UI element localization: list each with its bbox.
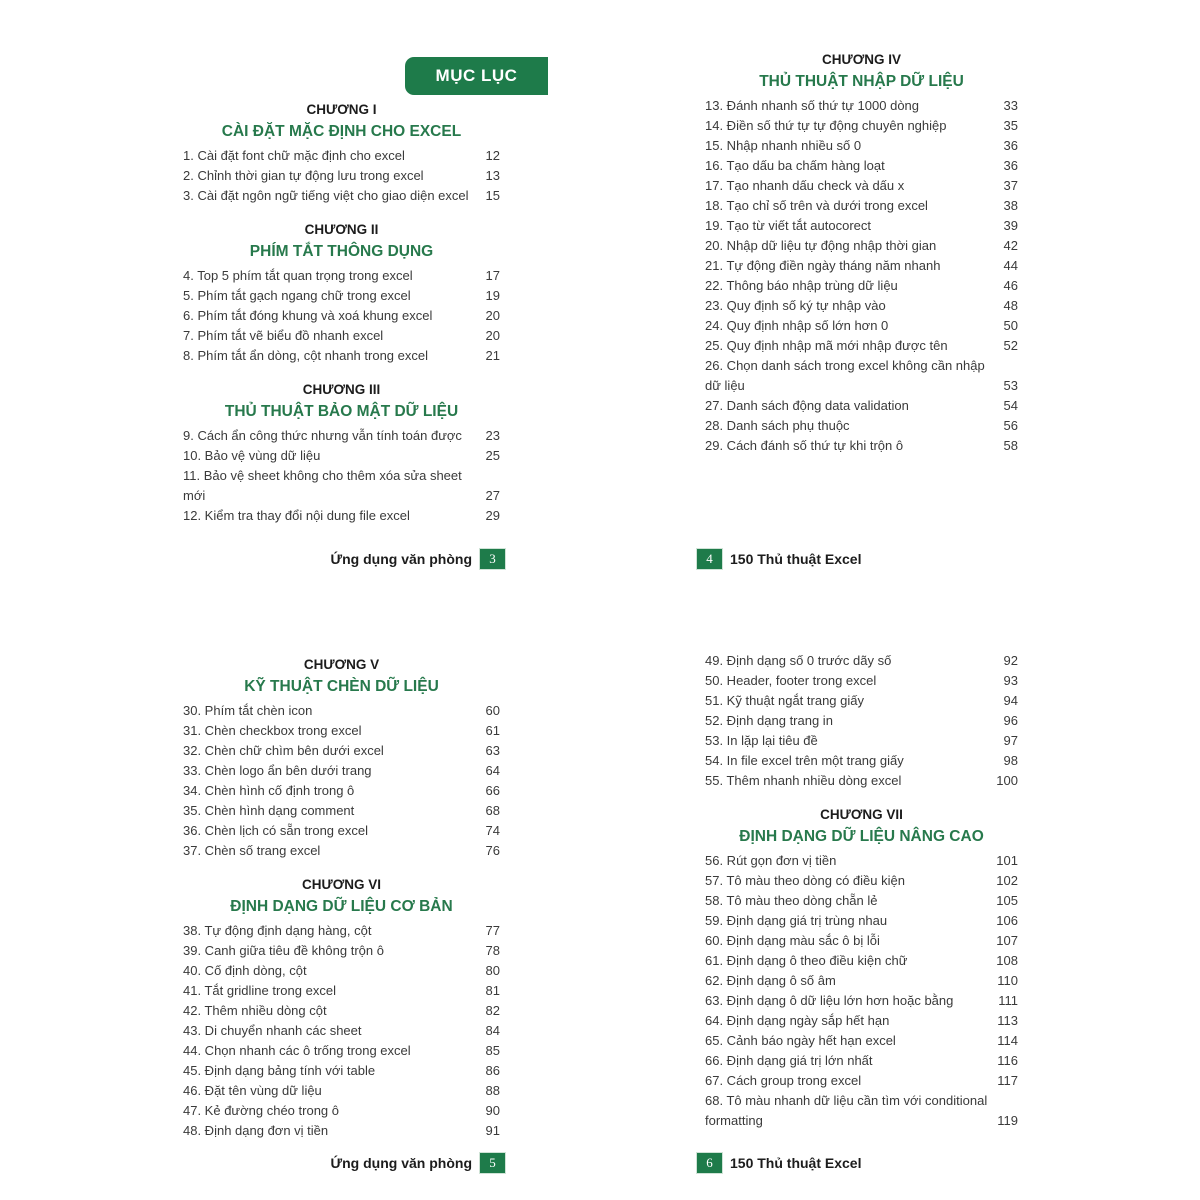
toc-entry-page-number: 119 bbox=[997, 1113, 1018, 1128]
chapter-title-heading: CÀI ĐẶT MẶC ĐỊNH CHO EXCEL bbox=[221, 123, 462, 140]
toc-entry bbox=[705, 931, 1018, 951]
toc-entry-page-number: 60 bbox=[485, 703, 500, 718]
toc-entry-label: 57. Tô màu theo dòng có điều kiện bbox=[705, 873, 905, 888]
toc-entry bbox=[705, 1011, 1018, 1031]
page-footer-right-top bbox=[697, 549, 861, 569]
toc-entry-label: 56. Rút gọn đơn vị tiền bbox=[705, 853, 837, 868]
chapter-title-heading: PHÍM TẮT THÔNG DỤNG bbox=[249, 243, 434, 260]
toc-entry bbox=[705, 256, 1018, 276]
toc-entry-page-number: 48 bbox=[1003, 298, 1018, 313]
toc-entry-page-number: 77 bbox=[485, 923, 500, 938]
toc-entry-page-number: 19 bbox=[485, 288, 500, 303]
toc-entry-label: 19. Tạo từ viết tắt autocorect bbox=[705, 218, 871, 233]
toc-entry-page-number: 36 bbox=[1003, 158, 1018, 173]
toc-entry bbox=[705, 296, 1018, 316]
toc-entry-page-number: 106 bbox=[996, 913, 1018, 928]
toc-entry-label: 66. Định dạng giá trị lớn nhất bbox=[705, 1053, 873, 1068]
toc-entry bbox=[183, 186, 500, 206]
toc-entry bbox=[183, 761, 500, 781]
toc-entry-label: 9. Cách ẩn công thức nhưng vẫn tính toán được bbox=[183, 428, 462, 443]
toc-entry-label: 21. Tự động điền ngày tháng năm nhanh bbox=[705, 258, 941, 273]
toc-section bbox=[705, 651, 1018, 791]
toc-entry-page-number: 74 bbox=[485, 823, 500, 838]
toc-entry bbox=[705, 1091, 1018, 1131]
toc-entry bbox=[705, 671, 1018, 691]
toc-entry bbox=[705, 396, 1018, 416]
toc-entry-label: 31. Chèn checkbox trong excel bbox=[183, 723, 362, 738]
toc-entry-page-number: 86 bbox=[485, 1063, 500, 1078]
toc-entry-label: 23. Quy định số ký tự nhập vào bbox=[705, 298, 886, 313]
toc-entry-page-number: 42 bbox=[1003, 238, 1018, 253]
toc-entry-page-number: 100 bbox=[996, 773, 1018, 788]
toc-entry-label: 68. Tô màu nhanh dữ liệu cần tìm với conditional formatting bbox=[705, 1093, 988, 1128]
toc-entry-page-number: 92 bbox=[1003, 653, 1018, 668]
toc-entry bbox=[705, 691, 1018, 711]
toc-entry bbox=[183, 741, 500, 761]
toc-entry-label: 11. Bảo vệ sheet không cho thêm xóa sửa sheet mới bbox=[183, 468, 462, 503]
toc-title-banner bbox=[405, 57, 548, 95]
toc-section bbox=[183, 100, 500, 206]
toc-entry-label: 65. Cảnh báo ngày hết hạn excel bbox=[705, 1033, 896, 1048]
toc-entry bbox=[183, 1041, 500, 1061]
toc-entry-label: 55. Thêm nhanh nhiều dòng excel bbox=[705, 773, 902, 788]
toc-section bbox=[705, 805, 1018, 1131]
toc-entry-label: 3. Cài đặt ngôn ngữ tiếng việt cho giao diện excel bbox=[183, 188, 469, 203]
toc-entry-label: 46. Đặt tên vùng dữ liệu bbox=[183, 1083, 322, 1098]
toc-entry bbox=[183, 326, 500, 346]
toc-entry-page-number: 93 bbox=[1003, 673, 1018, 688]
toc-entry-page-number: 82 bbox=[485, 1003, 500, 1018]
chapter-number-heading: CHƯƠNG IV bbox=[822, 52, 901, 67]
toc-entry-page-number: 58 bbox=[1003, 438, 1018, 453]
toc-entry-page-number: 94 bbox=[1003, 693, 1018, 708]
toc-entry-label: 39. Canh giữa tiêu đề không trộn ô bbox=[183, 943, 384, 958]
toc-entry bbox=[183, 721, 500, 741]
toc-entry-label: 50. Header, footer trong excel bbox=[705, 673, 877, 688]
toc-entry-label: 24. Quy định nhập số lớn hơn 0 bbox=[705, 318, 889, 333]
toc-entry-page-number: 96 bbox=[1003, 713, 1018, 728]
toc-entry-page-number: 78 bbox=[485, 943, 500, 958]
toc-entry bbox=[183, 306, 500, 326]
toc-entry-page-number: 46 bbox=[1003, 278, 1018, 293]
toc-entry bbox=[183, 266, 500, 286]
chapter-title-heading: THỦ THUẬT BẢO MẬT DỮ LIỆU bbox=[224, 403, 459, 420]
toc-entry-label: 18. Tạo chỉ số trên và dưới trong excel bbox=[705, 198, 928, 213]
toc-entry-page-number: 39 bbox=[1003, 218, 1018, 233]
toc-page-6 bbox=[705, 651, 1018, 1131]
toc-entry-label: 2. Chỉnh thời gian tự động lưu trong excel bbox=[183, 168, 424, 183]
toc-entry-label: 41. Tắt gridline trong excel bbox=[183, 983, 336, 998]
toc-entry-page-number: 20 bbox=[485, 308, 500, 323]
toc-entry bbox=[705, 1051, 1018, 1071]
page-number-badge: 3 bbox=[480, 549, 505, 569]
toc-section bbox=[183, 380, 500, 526]
page-footer-left-bottom bbox=[183, 1153, 505, 1173]
toc-entry-page-number: 84 bbox=[485, 1023, 500, 1038]
toc-entry-page-number: 108 bbox=[996, 953, 1018, 968]
toc-entry-label: 42. Thêm nhiều dòng cột bbox=[183, 1003, 327, 1018]
toc-entry-page-number: 88 bbox=[485, 1083, 500, 1098]
toc-entry-label: 32. Chèn chữ chìm bên dưới excel bbox=[183, 743, 384, 758]
toc-entry-label: 62. Định dạng ô số âm bbox=[705, 973, 836, 988]
toc-entry-page-number: 37 bbox=[1003, 178, 1018, 193]
toc-entry-label: 52. Định dạng trang in bbox=[705, 713, 833, 728]
toc-entry bbox=[183, 1061, 500, 1081]
toc-entry-label: 54. In file excel trên một trang giấy bbox=[705, 753, 904, 768]
toc-entry bbox=[183, 1021, 500, 1041]
toc-entry-label: 49. Định dạng số 0 trước dãy số bbox=[705, 653, 892, 668]
toc-entry-page-number: 97 bbox=[1003, 733, 1018, 748]
toc-entry-label: 8. Phím tắt ẩn dòng, cột nhanh trong excel bbox=[183, 348, 428, 363]
toc-entry bbox=[705, 356, 1018, 396]
toc-entry-label: 7. Phím tắt vẽ biểu đồ nhanh excel bbox=[183, 328, 384, 343]
toc-entry-page-number: 56 bbox=[1003, 418, 1018, 433]
toc-entry-page-number: 91 bbox=[485, 1123, 500, 1138]
toc-entry bbox=[705, 196, 1018, 216]
toc-entry bbox=[705, 236, 1018, 256]
toc-entry-page-number: 81 bbox=[485, 983, 500, 998]
toc-entry bbox=[183, 801, 500, 821]
toc-entry-page-number: 44 bbox=[1003, 258, 1018, 273]
toc-page-4 bbox=[705, 50, 1018, 456]
chapter-number-heading: CHƯƠNG III bbox=[302, 382, 381, 397]
toc-entry bbox=[705, 96, 1018, 116]
chapter-number-heading: CHƯƠNG I bbox=[306, 102, 377, 117]
toc-entry bbox=[705, 751, 1018, 771]
toc-entry-label: 43. Di chuyển nhanh các sheet bbox=[183, 1023, 362, 1038]
toc-entry-label: 10. Bảo vệ vùng dữ liệu bbox=[183, 448, 321, 463]
toc-entry-page-number: 66 bbox=[485, 783, 500, 798]
toc-entry-page-number: 80 bbox=[485, 963, 500, 978]
toc-page-5 bbox=[183, 655, 500, 1141]
toc-entry bbox=[705, 1031, 1018, 1051]
toc-entry-label: 38. Tự động định dạng hàng, cột bbox=[183, 923, 372, 938]
toc-entry-page-number: 117 bbox=[997, 1073, 1018, 1088]
toc-entry-label: 36. Chèn lịch có sẵn trong excel bbox=[183, 823, 368, 838]
toc-entry bbox=[183, 286, 500, 306]
toc-entry-label: 17. Tạo nhanh dấu check và dấu x bbox=[705, 178, 905, 193]
toc-entry bbox=[705, 951, 1018, 971]
toc-entry-page-number: 76 bbox=[485, 843, 500, 858]
chapter-number-heading: CHƯƠNG VI bbox=[302, 877, 381, 892]
page-number-badge: 4 bbox=[697, 549, 722, 569]
toc-entry-page-number: 114 bbox=[997, 1033, 1018, 1048]
toc-entry-page-number: 27 bbox=[485, 488, 500, 503]
toc-entry-label: 59. Định dạng giá trị trùng nhau bbox=[705, 913, 888, 928]
toc-entry-page-number: 113 bbox=[997, 1013, 1018, 1028]
toc-entry bbox=[183, 1101, 500, 1121]
footer-book-title: 150 Thủ thuật Excel bbox=[730, 1155, 862, 1171]
toc-entry bbox=[705, 216, 1018, 236]
toc-entry bbox=[183, 1001, 500, 1021]
toc-entry-label: 48. Định dạng đơn vị tiền bbox=[183, 1123, 329, 1138]
chapter-title-heading: ĐỊNH DẠNG DỮ LIỆU CƠ BẢN bbox=[230, 898, 453, 915]
toc-entry bbox=[705, 891, 1018, 911]
toc-entry-label: 6. Phím tắt đóng khung và xoá khung excel bbox=[183, 308, 433, 323]
toc-entry-page-number: 21 bbox=[485, 348, 500, 363]
toc-entry-page-number: 105 bbox=[996, 893, 1018, 908]
toc-entry bbox=[183, 1081, 500, 1101]
toc-entry bbox=[183, 446, 500, 466]
toc-entry-page-number: 29 bbox=[485, 508, 500, 523]
toc-entry-page-number: 116 bbox=[997, 1053, 1018, 1068]
toc-entry-page-number: 85 bbox=[485, 1043, 500, 1058]
page-number-badge: 5 bbox=[480, 1153, 505, 1173]
toc-entry bbox=[705, 436, 1018, 456]
toc-entry bbox=[705, 771, 1018, 791]
toc-entry-page-number: 20 bbox=[485, 328, 500, 343]
toc-entry-label: 53. In lặp lại tiêu đề bbox=[705, 733, 818, 748]
toc-entry-label: 15. Nhập nhanh nhiều số 0 bbox=[705, 138, 862, 153]
toc-entry-page-number: 102 bbox=[996, 873, 1018, 888]
toc-entry-label: 40. Cố định dòng, cột bbox=[183, 963, 307, 978]
toc-entry-label: 28. Danh sách phụ thuộc bbox=[705, 418, 850, 433]
toc-entry-page-number: 15 bbox=[485, 188, 500, 203]
chapter-title-heading: KỸ THUẬT CHÈN DỮ LIỆU bbox=[244, 678, 439, 695]
chapter-number-heading: CHƯƠNG V bbox=[303, 657, 380, 672]
toc-entry-label: 34. Chèn hình cố định trong ô bbox=[183, 783, 355, 798]
toc-entry-label: 16. Tạo dấu ba chấm hàng loạt bbox=[705, 158, 885, 173]
toc-entry-page-number: 110 bbox=[997, 973, 1018, 988]
page-footer-right-bottom bbox=[697, 1153, 861, 1173]
toc-entry bbox=[705, 731, 1018, 751]
toc-entry bbox=[183, 146, 500, 166]
toc-entry-page-number: 12 bbox=[485, 148, 500, 163]
page-footer-left-top bbox=[183, 549, 505, 569]
toc-entry-label: 13. Đánh nhanh số thứ tự 1000 dòng bbox=[705, 98, 920, 113]
toc-entry-label: 4. Top 5 phím tắt quan trọng trong excel bbox=[183, 268, 413, 283]
toc-entry bbox=[183, 346, 500, 366]
toc-section bbox=[183, 875, 500, 1141]
toc-entry-page-number: 64 bbox=[485, 763, 500, 778]
toc-title-text: MỤC LỤC bbox=[435, 66, 518, 85]
footer-series-title: Ứng dụng văn phòng bbox=[330, 551, 472, 567]
toc-entry-label: 33. Chèn logo ẩn bên dưới trang bbox=[183, 763, 372, 778]
toc-entry bbox=[183, 506, 500, 526]
toc-entry-label: 63. Định dạng ô dữ liệu lớn hơn hoặc bằng bbox=[705, 993, 954, 1008]
toc-entry-page-number: 23 bbox=[485, 428, 500, 443]
toc-entry-label: 30. Phím tắt chèn icon bbox=[183, 703, 313, 718]
toc-entry bbox=[705, 991, 1018, 1011]
toc-entry bbox=[183, 1121, 500, 1141]
toc-entry-label: 1. Cài đặt font chữ mặc định cho excel bbox=[183, 148, 405, 163]
toc-entry-page-number: 52 bbox=[1003, 338, 1018, 353]
toc-entry-page-number: 61 bbox=[485, 723, 500, 738]
toc-entry bbox=[183, 961, 500, 981]
toc-entry-page-number: 33 bbox=[1003, 98, 1018, 113]
toc-entry-page-number: 68 bbox=[485, 803, 500, 818]
toc-entry-label: 67. Cách group trong excel bbox=[705, 1073, 862, 1088]
toc-entry-label: 26. Chọn danh sách trong excel không cần nhập dữ liệu bbox=[705, 358, 985, 393]
toc-entry-label: 60. Định dạng màu sắc ô bị lỗi bbox=[705, 933, 880, 948]
toc-entry bbox=[183, 701, 500, 721]
toc-entry-page-number: 98 bbox=[1003, 753, 1018, 768]
toc-entry-label: 45. Định dạng bảng tính với table bbox=[183, 1063, 376, 1078]
toc-entry-label: 12. Kiểm tra thay đổi nội dung file excel bbox=[183, 508, 410, 523]
toc-entry bbox=[705, 316, 1018, 336]
toc-entry-page-number: 53 bbox=[1003, 378, 1018, 393]
toc-entry-label: 29. Cách đánh số thứ tự khi trộn ô bbox=[705, 438, 904, 453]
toc-entry bbox=[705, 971, 1018, 991]
toc-entry-label: 27. Danh sách động data validation bbox=[705, 398, 909, 413]
toc-entry bbox=[705, 911, 1018, 931]
chapter-title-heading: THỦ THUẬT NHẬP DỮ LIỆU bbox=[759, 73, 964, 90]
toc-entry bbox=[183, 821, 500, 841]
toc-entry-page-number: 90 bbox=[485, 1103, 500, 1118]
toc-entry-page-number: 38 bbox=[1003, 198, 1018, 213]
toc-entry bbox=[705, 651, 1018, 671]
toc-entry bbox=[183, 781, 500, 801]
toc-section bbox=[183, 655, 500, 861]
chapter-number-heading: CHƯƠNG II bbox=[304, 222, 379, 237]
toc-entry bbox=[183, 841, 500, 861]
toc-entry-label: 64. Định dạng ngày sắp hết hạn bbox=[705, 1013, 890, 1028]
toc-entry-page-number: 35 bbox=[1003, 118, 1018, 133]
toc-entry-page-number: 13 bbox=[485, 168, 500, 183]
toc-entry bbox=[705, 416, 1018, 436]
toc-entry bbox=[705, 336, 1018, 356]
toc-entry bbox=[183, 166, 500, 186]
toc-entry bbox=[705, 851, 1018, 871]
toc-entry bbox=[705, 116, 1018, 136]
toc-entry-page-number: 101 bbox=[996, 853, 1018, 868]
toc-entry-label: 14. Điền số thứ tự tự động chuyên nghiệp bbox=[705, 118, 947, 133]
toc-entry bbox=[705, 276, 1018, 296]
toc-entry-page-number: 25 bbox=[485, 448, 500, 463]
toc-entry bbox=[705, 156, 1018, 176]
toc-entry bbox=[705, 176, 1018, 196]
toc-entry-page-number: 63 bbox=[485, 743, 500, 758]
toc-entry-label: 35. Chèn hình dạng comment bbox=[183, 803, 355, 818]
toc-entry-page-number: 107 bbox=[996, 933, 1018, 948]
toc-entry bbox=[705, 136, 1018, 156]
toc-entry bbox=[183, 426, 500, 446]
toc-entry-label: 5. Phím tắt gạch ngang chữ trong excel bbox=[183, 288, 411, 303]
toc-page-3 bbox=[183, 100, 500, 526]
toc-entry-label: 44. Chọn nhanh các ô trống trong excel bbox=[183, 1043, 411, 1058]
toc-entry-label: 20. Nhập dữ liệu tự động nhập thời gian bbox=[705, 238, 937, 253]
toc-entry bbox=[705, 1071, 1018, 1091]
toc-entry-page-number: 111 bbox=[998, 993, 1018, 1008]
toc-entry-label: 47. Kẻ đường chéo trong ô bbox=[183, 1103, 339, 1118]
footer-book-title: 150 Thủ thuật Excel bbox=[730, 551, 862, 567]
toc-entry bbox=[183, 466, 500, 506]
toc-entry-page-number: 54 bbox=[1003, 398, 1018, 413]
toc-entry bbox=[705, 871, 1018, 891]
toc-entry-label: 37. Chèn số trang excel bbox=[183, 843, 321, 858]
toc-entry bbox=[183, 981, 500, 1001]
toc-entry-label: 58. Tô màu theo dòng chẵn lẻ bbox=[705, 893, 878, 908]
toc-entry-label: 25. Quy định nhập mã mới nhập được tên bbox=[705, 338, 948, 353]
footer-series-title: Ứng dụng văn phòng bbox=[330, 1155, 472, 1171]
toc-section bbox=[183, 220, 500, 366]
toc-entry bbox=[183, 921, 500, 941]
toc-entry bbox=[705, 711, 1018, 731]
toc-entry-page-number: 50 bbox=[1003, 318, 1018, 333]
chapter-title-heading: ĐỊNH DẠNG DỮ LIỆU NÂNG CAO bbox=[739, 828, 984, 845]
toc-entry-label: 51. Kỹ thuật ngắt trang giấy bbox=[705, 693, 864, 708]
toc-entry-label: 61. Định dạng ô theo điều kiện chữ bbox=[705, 953, 908, 968]
toc-entry bbox=[183, 941, 500, 961]
toc-entry-page-number: 36 bbox=[1003, 138, 1018, 153]
page-number-badge: 6 bbox=[697, 1153, 722, 1173]
toc-entry-page-number: 17 bbox=[485, 268, 500, 283]
toc-entry-label: 22. Thông báo nhập trùng dữ liệu bbox=[705, 278, 898, 293]
toc-section bbox=[705, 50, 1018, 456]
chapter-number-heading: CHƯƠNG VII bbox=[820, 807, 903, 822]
